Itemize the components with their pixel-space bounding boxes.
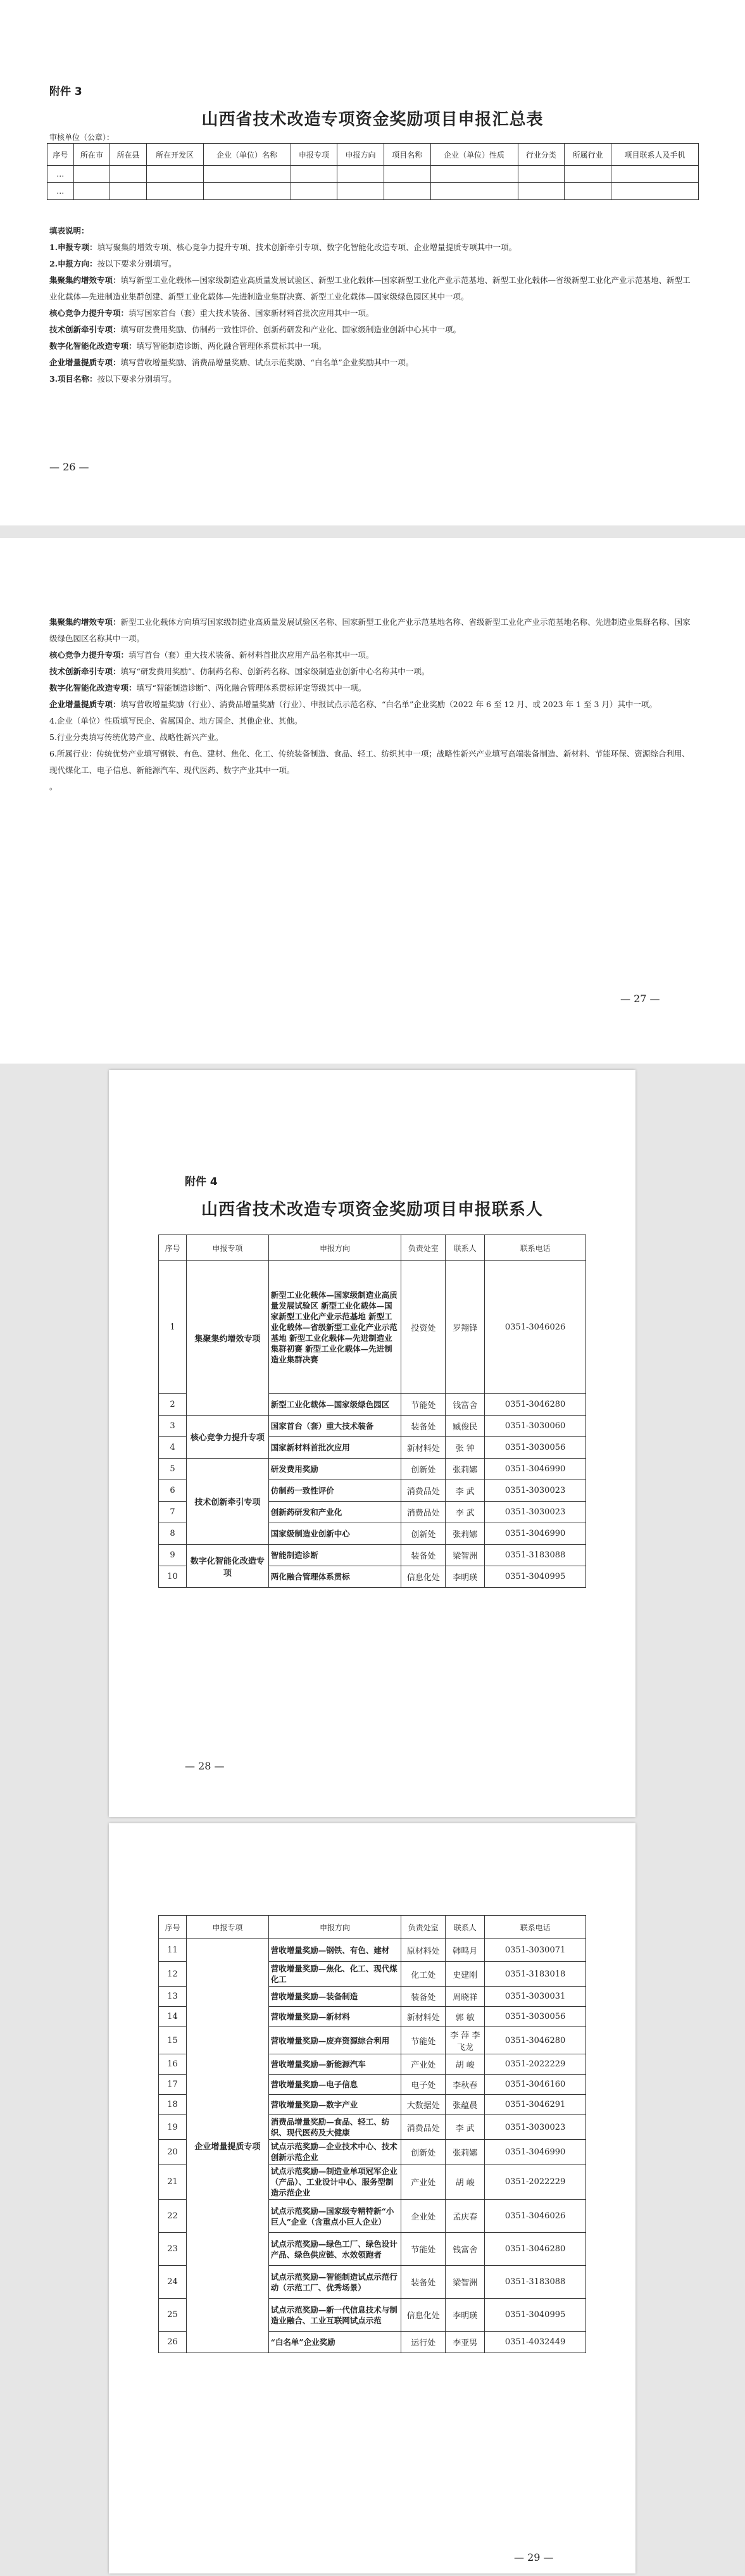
phone-cell: 0351-3046291 xyxy=(485,2095,586,2115)
note-label: 技术创新牵引专项： xyxy=(49,325,121,334)
phone-cell: 0351-3030023 xyxy=(485,2115,586,2140)
fill-instructions xyxy=(49,223,695,387)
row-number: 10 xyxy=(159,1566,187,1588)
contact-cell: 李亚男 xyxy=(446,2332,485,2353)
phone-cell: 0351-4032449 xyxy=(485,2332,586,2353)
note-line xyxy=(49,647,695,663)
department-cell: 产业处 xyxy=(401,2164,446,2200)
phone-cell: 0351-3046990 xyxy=(485,1523,586,1545)
contact-table-continued xyxy=(158,1915,586,2353)
note-text: 填写国家首台（套）重大技术装备、国家新材料首批次应用其中一项。 xyxy=(128,308,374,318)
contact-cell: 李明瑛 xyxy=(446,1566,485,1588)
contact-cell: 李 武 xyxy=(446,1480,485,1502)
direction-cell: 试点示范奖励—新一代信息技术与制造业融合、工业互联网试点示范 xyxy=(268,2299,401,2332)
department-cell: 新材料处 xyxy=(401,1437,446,1459)
department-cell: 节能处 xyxy=(401,1394,446,1416)
column-header: 联系人 xyxy=(446,1916,485,1939)
direction-cell: 国家首台（套）重大技术装备 xyxy=(268,1416,401,1437)
note-line xyxy=(49,355,695,371)
direction-cell: 两化融合管理体系贯标 xyxy=(268,1566,401,1588)
row-number: 11 xyxy=(159,1939,187,1962)
contact-cell: 郭 敏 xyxy=(446,2007,485,2027)
department-cell: 创新处 xyxy=(401,1459,446,1480)
table-row xyxy=(159,1416,586,1437)
phone-cell: 0351-3183088 xyxy=(485,1545,586,1566)
note-label: 1.申报专项： xyxy=(49,242,97,252)
note-text: 填写营收增量奖励、消费品增量奖励、试点示范奖励、“白名单”企业奖励其中一项。 xyxy=(120,358,414,367)
direction-cell: 营收增量奖励—焦化、化工、现代煤化工 xyxy=(268,1962,401,1987)
direction-cell: 营收增量奖励—废弃资源综合利用 xyxy=(268,2027,401,2054)
department-cell: 创新处 xyxy=(401,1523,446,1545)
row-number: 21 xyxy=(159,2164,187,2200)
table-row xyxy=(159,1545,586,1566)
row-number: 18 xyxy=(159,2095,187,2115)
direction-cell: 试点示范奖励—国家级专精特新“小巨人”企业（含重点小巨人企业） xyxy=(268,2200,401,2233)
department-cell: 企业处 xyxy=(401,2200,446,2233)
note-text: 5.行业分类填写传统优势产业、战略性新兴产业。 xyxy=(49,732,223,742)
contact-cell: 张莉娜 xyxy=(446,1523,485,1545)
column-header: 申报专项 xyxy=(186,1916,268,1939)
contact-cell: 胡 峻 xyxy=(446,2054,485,2075)
attachment-label: 附件 3 xyxy=(49,85,82,98)
column-header: 所在开发区 xyxy=(146,144,203,166)
column-header: 负责处室 xyxy=(401,1916,446,1939)
row-number: 13 xyxy=(159,1987,187,2007)
column-header: 所在县 xyxy=(110,144,147,166)
direction-cell: 消费品增量奖励—食品、轻工、纺织、现代医药及大健康 xyxy=(268,2115,401,2140)
contact-cell: 张 钟 xyxy=(446,1437,485,1459)
category-cell: 核心竞争力提升专项 xyxy=(186,1416,268,1459)
column-header: 项目名称 xyxy=(384,144,430,166)
note-line xyxy=(49,371,695,387)
row-number: 1 xyxy=(159,1261,187,1394)
page-number: — 26 — xyxy=(49,461,89,473)
contact-cell: 孟庆春 xyxy=(446,2200,485,2233)
department-cell: 装备处 xyxy=(401,1545,446,1566)
direction-cell: 试点示范奖励—制造业单项冠军企业（产品）、工业设计中心、服务型制造示范企业 xyxy=(268,2164,401,2200)
column-header: 所属行业 xyxy=(565,144,611,166)
column-header: 联系人 xyxy=(446,1235,485,1261)
row-number: 9 xyxy=(159,1545,187,1566)
page-title: 山西省技术改造专项资金奖励项目申报联系人 xyxy=(201,1200,543,1219)
note-text: 新型工业化载体方向填写国家级制造业高质量发展试验区名称、国家新型工业化产业示范基地名称、省级新型工业化产业示范基地名称、先进制造业集群名称、国家级绿色园区名称其中一项。 xyxy=(49,617,691,643)
direction-cell: 试点示范奖励—智能制造试点示范行动（示范工厂、优秀场景） xyxy=(268,2266,401,2299)
note-line xyxy=(49,713,695,729)
contact-cell: 周晓祥 xyxy=(446,1987,485,2007)
direction-cell: 营收增量奖励—数字产业 xyxy=(268,2095,401,2115)
category-cell: 集聚集约增效专项 xyxy=(186,1261,268,1416)
column-header: 序号 xyxy=(47,144,74,166)
note-label: 集聚集约增效专项： xyxy=(49,275,121,285)
department-cell: 消费品处 xyxy=(401,1502,446,1523)
row-number: 2 xyxy=(159,1394,187,1416)
phone-cell: 0351-3046160 xyxy=(485,2075,586,2095)
contact-cell: 韩鸣月 xyxy=(446,1939,485,1962)
phone-cell: 0351-3046026 xyxy=(485,1261,586,1394)
contact-cell: 罗翔锋 xyxy=(446,1261,485,1394)
category-cell: 企业增量提质专项 xyxy=(186,1939,268,2353)
table-header-row xyxy=(159,1916,586,1939)
note-text: 按以下要求分别填写。 xyxy=(97,259,177,268)
column-header: 申报方向 xyxy=(337,144,384,166)
table-row xyxy=(159,1459,586,1480)
row-number: 5 xyxy=(159,1459,187,1480)
row-number: 8 xyxy=(159,1523,187,1545)
column-header: 所在市 xyxy=(73,144,110,166)
department-cell: 产业处 xyxy=(401,2054,446,2075)
contact-cell: 胡 峻 xyxy=(446,2164,485,2200)
note-text: 填写智能制造诊断、两化融合管理体系贯标其中一项。 xyxy=(136,341,327,351)
note-label: 3.项目名称： xyxy=(49,374,97,384)
table-row xyxy=(159,1261,586,1394)
contact-cell: 史建刚 xyxy=(446,1962,485,1987)
department-cell: 信息化处 xyxy=(401,1566,446,1588)
note-line xyxy=(49,746,695,779)
contact-cell: 张莉娜 xyxy=(446,2140,485,2164)
note-label: 集聚集约增效专项： xyxy=(49,617,121,627)
contact-cell: 李明瑛 xyxy=(446,2299,485,2332)
direction-cell: 营收增量奖励—钢铁、有色、建材 xyxy=(268,1939,401,1962)
column-header: 申报专项 xyxy=(186,1235,268,1261)
audit-unit-label: 审核单位（公章）： xyxy=(49,133,115,142)
contact-cell: 李秋春 xyxy=(446,2075,485,2095)
contact-table xyxy=(158,1235,586,1588)
note-line xyxy=(49,729,695,746)
table-header-row xyxy=(159,1235,586,1261)
department-cell: 节能处 xyxy=(401,2233,446,2266)
attachment-label: 附件 4 xyxy=(185,1176,218,1188)
category-cell: 数字化智能化改造专项 xyxy=(186,1545,268,1588)
column-header: 企业（单位）性质 xyxy=(430,144,518,166)
direction-cell: 新型工业化载体—国家级制造业高质量发展试验区 新型工业化载体—国家新型工业化产业示范基地 新型工业化载体—省级新型工业化产业示范基地 新型工业化载体—先进制造业集群初赛 新型工业化载体—先进制造业集群决赛 xyxy=(268,1261,401,1394)
row-number: 6 xyxy=(159,1480,187,1502)
row-number: 3 xyxy=(159,1416,187,1437)
direction-cell: 国家新材料首批次应用 xyxy=(268,1437,401,1459)
note-text: 填写聚集的增效专项、核心竞争力提升专项、技术创新牵引专项、数字化智能化改造专项、企业增量提质专项其中一项。 xyxy=(97,242,517,252)
contact-cell: 梁智洲 xyxy=(446,2266,485,2299)
row-number: 23 xyxy=(159,2233,187,2266)
note-label: 核心竞争力提升专项： xyxy=(49,650,129,660)
row-number: 25 xyxy=(159,2299,187,2332)
direction-cell: 研发费用奖励 xyxy=(268,1459,401,1480)
direction-cell: 营收增量奖励—新能源汽车 xyxy=(268,2054,401,2075)
table-header-row xyxy=(47,144,699,166)
note-text: 填写新型工业化载体—国家级制造业高质量发展试验区、新型工业化载体—国家新型工业化产业示范基地、新型工业化载体—省级新型工业化产业示范基地、新型工业化载体—先进制造业集群创建、新型工业化载体—先进制造业集群决赛、新型工业化载体—国家级绿色园区其中一项。 xyxy=(49,275,691,301)
notes-title: 填表说明： xyxy=(49,226,89,236)
contact-cell: 李 萍 李飞龙 xyxy=(446,2027,485,2054)
row-number: 17 xyxy=(159,2075,187,2095)
note-text: 。 xyxy=(49,782,58,791)
phone-cell: 0351-3030060 xyxy=(485,1416,586,1437)
phone-cell: 0351-3030056 xyxy=(485,2007,586,2027)
row-number: 26 xyxy=(159,2332,187,2353)
note-line xyxy=(49,338,695,355)
direction-cell: “白名单”企业奖励 xyxy=(268,2332,401,2353)
note-text: 填写研发费用奖励、仿制药一致性评价、创新药研发和产业化、国家级制造业创新中心其中一项。 xyxy=(120,325,461,334)
department-cell: 原材料处 xyxy=(401,1939,446,1962)
phone-cell: 0351-3046280 xyxy=(485,2233,586,2266)
table-row xyxy=(159,1939,586,1962)
department-cell: 装备处 xyxy=(401,1416,446,1437)
note-line xyxy=(49,256,695,272)
phone-cell: 0351-3046990 xyxy=(485,1459,586,1480)
note-line xyxy=(49,779,695,795)
page-number: — 28 — xyxy=(185,1760,225,1772)
row-number: 14 xyxy=(159,2007,187,2027)
direction-cell: 营收增量奖励—装备制造 xyxy=(268,1987,401,2007)
page-number: — 29 — xyxy=(514,2551,554,2563)
row-number: 20 xyxy=(159,2140,187,2164)
direction-cell: 试点示范奖励—绿色工厂、绿色设计产品、绿色供应链、水效领跑者 xyxy=(268,2233,401,2266)
contact-cell: 钱富舍 xyxy=(446,2233,485,2266)
department-cell: 创新处 xyxy=(401,2140,446,2164)
column-header: 企业（单位）名称 xyxy=(203,144,291,166)
page-number: — 27 — xyxy=(620,993,660,1005)
note-text: 4.企业（单位）性质填写民企、省属国企、地方国企、其他企业、其他。 xyxy=(49,716,303,726)
note-label: 数字化智能化改造专项： xyxy=(49,341,137,351)
column-header: 申报方向 xyxy=(268,1235,401,1261)
note-label: 企业增量提质专项： xyxy=(49,358,121,367)
phone-cell: 0351-3030023 xyxy=(485,1480,586,1502)
row-number: 22 xyxy=(159,2200,187,2233)
direction-cell: 营收增量奖励—新材料 xyxy=(268,2007,401,2027)
note-text: 填写“智能制造诊断”、两化融合管理体系贯标评定等级其中一项。 xyxy=(136,683,366,693)
phone-cell: 0351-2022229 xyxy=(485,2164,586,2200)
phone-cell: 0351-3046280 xyxy=(485,2027,586,2054)
page-27 xyxy=(0,538,745,1064)
department-cell: 大数据处 xyxy=(401,2095,446,2115)
phone-cell: 0351-3183018 xyxy=(485,1962,586,1987)
department-cell: 电子处 xyxy=(401,2075,446,2095)
column-header: 负责处室 xyxy=(401,1235,446,1261)
note-label: 2.申报方向： xyxy=(49,259,97,268)
column-header: 联系电话 xyxy=(485,1916,586,1939)
column-header: 申报专项 xyxy=(291,144,337,166)
note-label: 核心竞争力提升专项： xyxy=(49,308,129,318)
note-text: 6.所属行业：传统优势产业填写钢铁、有色、建材、焦化、化工、传统装备制造、食品、轻工、纺织其中一项；战略性新兴产业填写高端装备制造、新材料、节能环保、资源综合利用、现代煤化工、电子信息、新能源汽车、现代医药、数字产业其中一项。 xyxy=(49,749,690,775)
contact-cell: 李 武 xyxy=(446,1502,485,1523)
phone-cell: 0351-3046026 xyxy=(485,2200,586,2233)
note-line xyxy=(49,239,695,256)
note-line xyxy=(49,663,695,680)
summary-table xyxy=(47,143,699,200)
table-row: … xyxy=(47,183,699,200)
note-line xyxy=(49,272,695,305)
department-cell: 化工处 xyxy=(401,1962,446,1987)
column-header: 申报方向 xyxy=(268,1916,401,1939)
direction-cell: 国家级制造业创新中心 xyxy=(268,1523,401,1545)
department-cell: 节能处 xyxy=(401,2027,446,2054)
page-28 xyxy=(109,1070,635,1817)
phone-cell: 0351-3030031 xyxy=(485,1987,586,2007)
contact-cell: 梁智洲 xyxy=(446,1545,485,1566)
department-cell: 消费品处 xyxy=(401,2115,446,2140)
column-header: 序号 xyxy=(159,1235,187,1261)
direction-cell: 智能制造诊断 xyxy=(268,1545,401,1566)
phone-cell: 0351-3040995 xyxy=(485,1566,586,1588)
contact-cell: 臧俊民 xyxy=(446,1416,485,1437)
direction-cell: 试点示范奖励—企业技术中心、技术创新示范企业 xyxy=(268,2140,401,2164)
fill-instructions-continued xyxy=(49,614,695,795)
category-cell: 技术创新牵引专项 xyxy=(186,1459,268,1545)
phone-cell: 0351-3030071 xyxy=(485,1939,586,1962)
column-header: 序号 xyxy=(159,1916,187,1939)
page-26 xyxy=(0,0,745,525)
department-cell: 消费品处 xyxy=(401,1480,446,1502)
page-29 xyxy=(109,1823,635,2573)
department-cell: 新材料处 xyxy=(401,2007,446,2027)
note-label: 企业增量提质专项： xyxy=(49,700,121,709)
direction-cell: 创新药研发和产业化 xyxy=(268,1502,401,1523)
column-header: 联系电话 xyxy=(485,1235,586,1261)
row-number: 15 xyxy=(159,2027,187,2054)
department-cell: 装备处 xyxy=(401,2266,446,2299)
direction-cell: 新型工业化载体—国家级绿色园区 xyxy=(268,1394,401,1416)
phone-cell: 0351-3040995 xyxy=(485,2299,586,2332)
column-header: 项目联系人及手机 xyxy=(611,144,698,166)
contact-cell: 张莉娜 xyxy=(446,1459,485,1480)
page-title: 山西省技术改造专项资金奖励项目申报汇总表 xyxy=(201,110,544,129)
note-text: 填写首台（套）重大技术装备、新材料首批次应用产品名称其中一项。 xyxy=(128,650,374,660)
contact-cell: 张蕴晨 xyxy=(446,2095,485,2115)
department-cell: 运行处 xyxy=(401,2332,446,2353)
direction-cell: 仿制药一致性评价 xyxy=(268,1480,401,1502)
phone-cell: 0351-3183088 xyxy=(485,2266,586,2299)
note-label: 数字化智能化改造专项： xyxy=(49,683,137,693)
row-number: 7 xyxy=(159,1502,187,1523)
department-cell: 信息化处 xyxy=(401,2299,446,2332)
note-label: 技术创新牵引专项： xyxy=(49,667,121,676)
direction-cell: 营收增量奖励—电子信息 xyxy=(268,2075,401,2095)
note-text: 填写营收增量奖励（行业）、消费品增量奖励（行业）、申报试点示范名称、“白名单”企业奖励（2022 年 6 至 12 月、或 2023 年 1 至 3 月）其中一项。 xyxy=(120,700,657,709)
note-text: 填写“研发费用奖励”、仿制药名称、创新药名称、国家级制造业创新中心名称其中一项。 xyxy=(120,667,430,676)
note-line xyxy=(49,322,695,338)
department-cell: 投资处 xyxy=(401,1261,446,1394)
department-cell: 装备处 xyxy=(401,1987,446,2007)
phone-cell: 0351-3046280 xyxy=(485,1394,586,1416)
note-text: 按以下要求分别填写。 xyxy=(97,374,177,384)
note-line xyxy=(49,614,695,647)
row-number: 19 xyxy=(159,2115,187,2140)
column-header: 行业分类 xyxy=(518,144,565,166)
phone-cell: 0351-3030023 xyxy=(485,1502,586,1523)
row-number: 12 xyxy=(159,1962,187,1987)
row-number: 4 xyxy=(159,1437,187,1459)
contact-cell: 李 武 xyxy=(446,2115,485,2140)
note-line xyxy=(49,680,695,696)
phone-cell: 0351-3030056 xyxy=(485,1437,586,1459)
note-line xyxy=(49,305,695,322)
note-line xyxy=(49,696,695,713)
phone-cell: 0351-3046990 xyxy=(485,2140,586,2164)
row-number: 24 xyxy=(159,2266,187,2299)
table-row: … xyxy=(47,166,699,183)
contact-cell: 钱富舍 xyxy=(446,1394,485,1416)
row-number: 16 xyxy=(159,2054,187,2075)
phone-cell: 0351-2022229 xyxy=(485,2054,586,2075)
